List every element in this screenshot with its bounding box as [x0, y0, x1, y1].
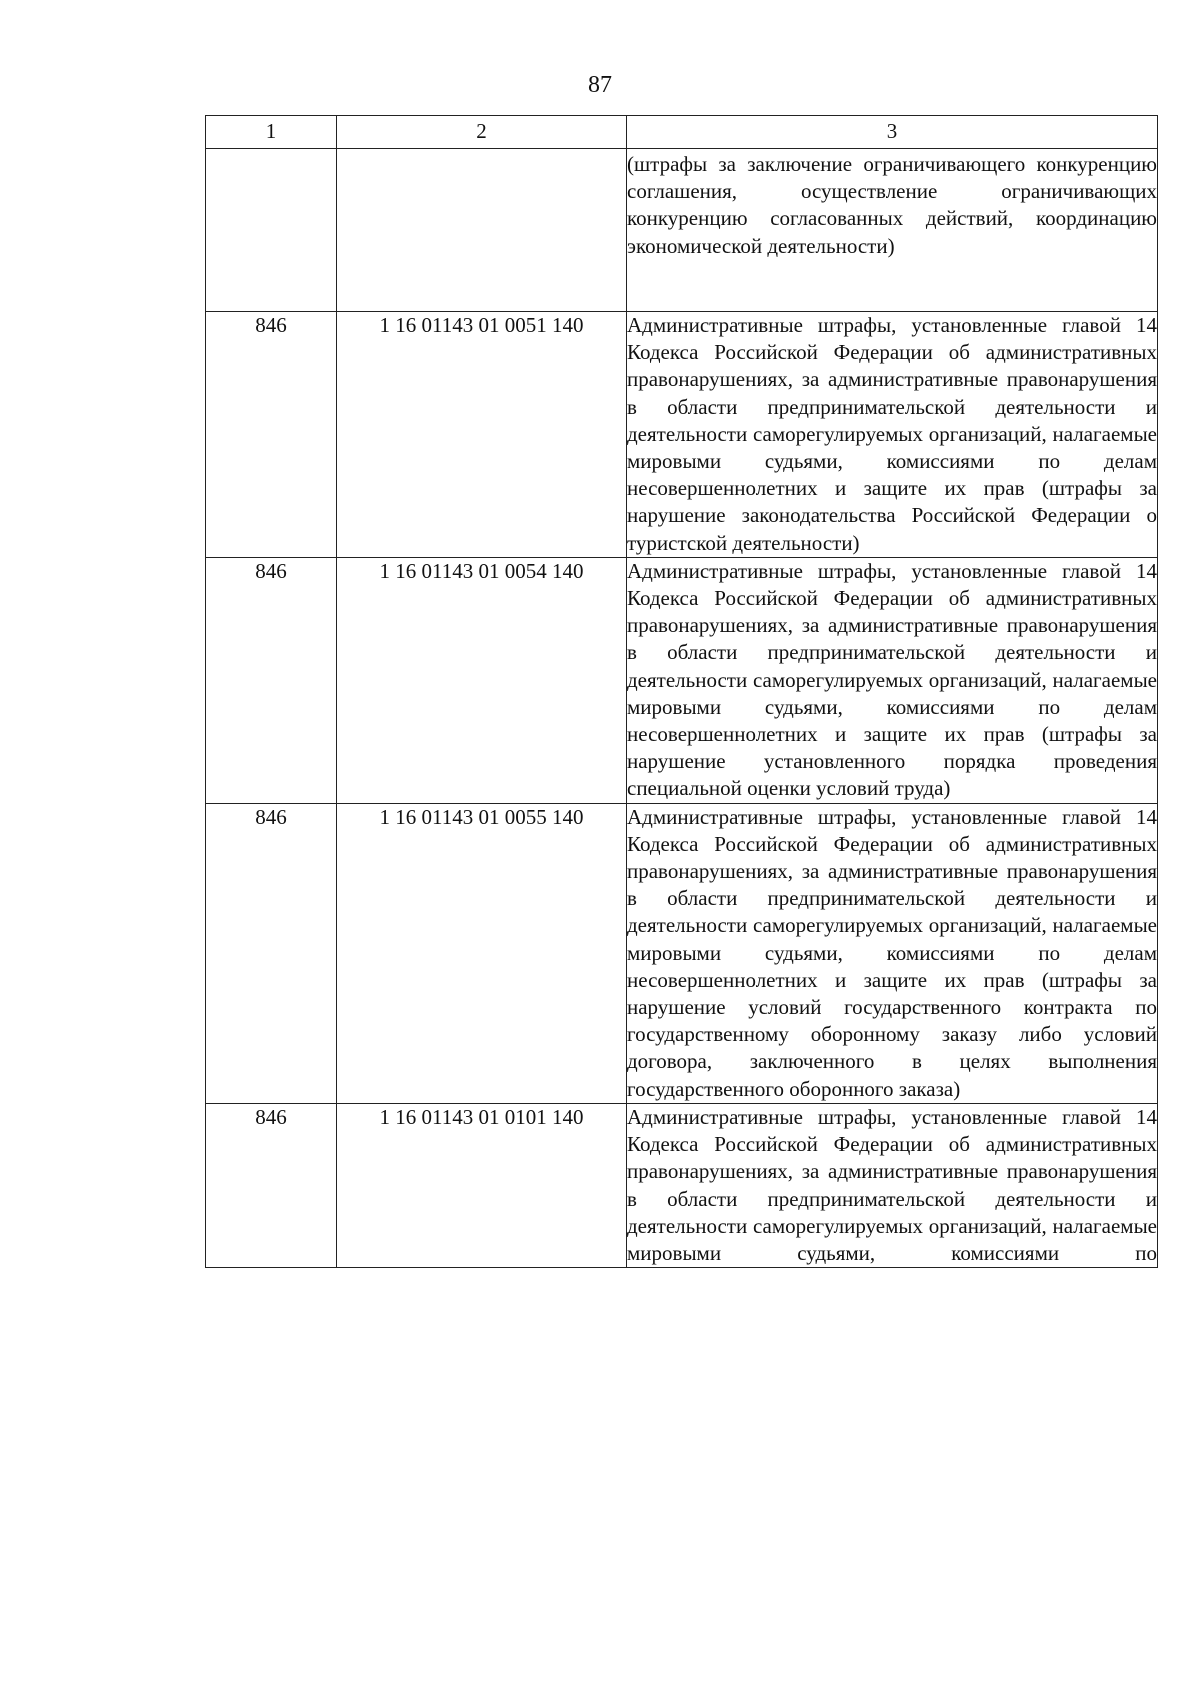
column-header-1: 1 [206, 116, 337, 149]
table-row [206, 803, 1158, 1103]
table-header-row [206, 116, 1158, 149]
description-cell: Административные штрафы, установленные главой 14 Кодекса Российской Федерации об административных правонарушениях, за административные правонарушения в области предпринимательской деятельности и деятельности саморегулируемых организаций, налагаемые мировыми судьями, комиссиями по [627, 1103, 1158, 1267]
admin-code-cell: 846 [206, 312, 337, 558]
column-header-2: 2 [337, 116, 627, 149]
table-row [206, 312, 1158, 558]
kbk-cell [337, 149, 627, 312]
kbk-cell: 1 16 01143 01 0055 140 [337, 803, 627, 1103]
description-cell: Административные штрафы, установленные главой 14 Кодекса Российской Федерации об административных правонарушениях, за административные правонарушения в области предпринимательской деятельности и деятельности саморегулируемых организаций, налагаемые мировыми судьями, комиссиями по делам несовершеннолетних и защите их прав (штрафы за нарушение законодательства Российской Федерации о туристской деятельности) [627, 312, 1158, 558]
column-header-3: 3 [627, 116, 1158, 149]
kbk-cell: 1 16 01143 01 0054 140 [337, 557, 627, 803]
table-row-continuation [206, 149, 1158, 312]
admin-code-cell [206, 149, 337, 312]
admin-code-cell: 846 [206, 1103, 337, 1267]
description-cell: (штрафы за заключение ограничивающего конкуренцию соглашения, осуществление ограничивающих конкуренцию согласованных действий, координацию экономической деятельности) [627, 149, 1158, 312]
description-cell: Административные штрафы, установленные главой 14 Кодекса Российской Федерации об административных правонарушениях, за административные правонарушения в области предпринимательской деятельности и деятельности саморегулируемых организаций, налагаемые мировыми судьями, комиссиями по делам несовершеннолетних и защите их прав (штрафы за нарушение установленного порядка проведения специальной оценки условий труда) [627, 557, 1158, 803]
kbk-cell: 1 16 01143 01 0051 140 [337, 312, 627, 558]
page-number: 87 [588, 72, 612, 98]
kbk-cell: 1 16 01143 01 0101 140 [337, 1103, 627, 1267]
description-cell: Административные штрафы, установленные главой 14 Кодекса Российской Федерации об административных правонарушениях, за административные правонарушения в области предпринимательской деятельности и деятельности саморегулируемых организаций, налагаемые мировыми судьями, комиссиями по делам несовершеннолетних и защите их прав (штрафы за нарушение условий государственного контракта по государственному оборонному заказу либо условий договора, заключенного в целях выполнения государственного оборонного заказа) [627, 803, 1158, 1103]
table-row [206, 557, 1158, 803]
kbk-table [205, 115, 1158, 1268]
admin-code-cell: 846 [206, 557, 337, 803]
admin-code-cell: 846 [206, 803, 337, 1103]
table-row [206, 1103, 1158, 1267]
